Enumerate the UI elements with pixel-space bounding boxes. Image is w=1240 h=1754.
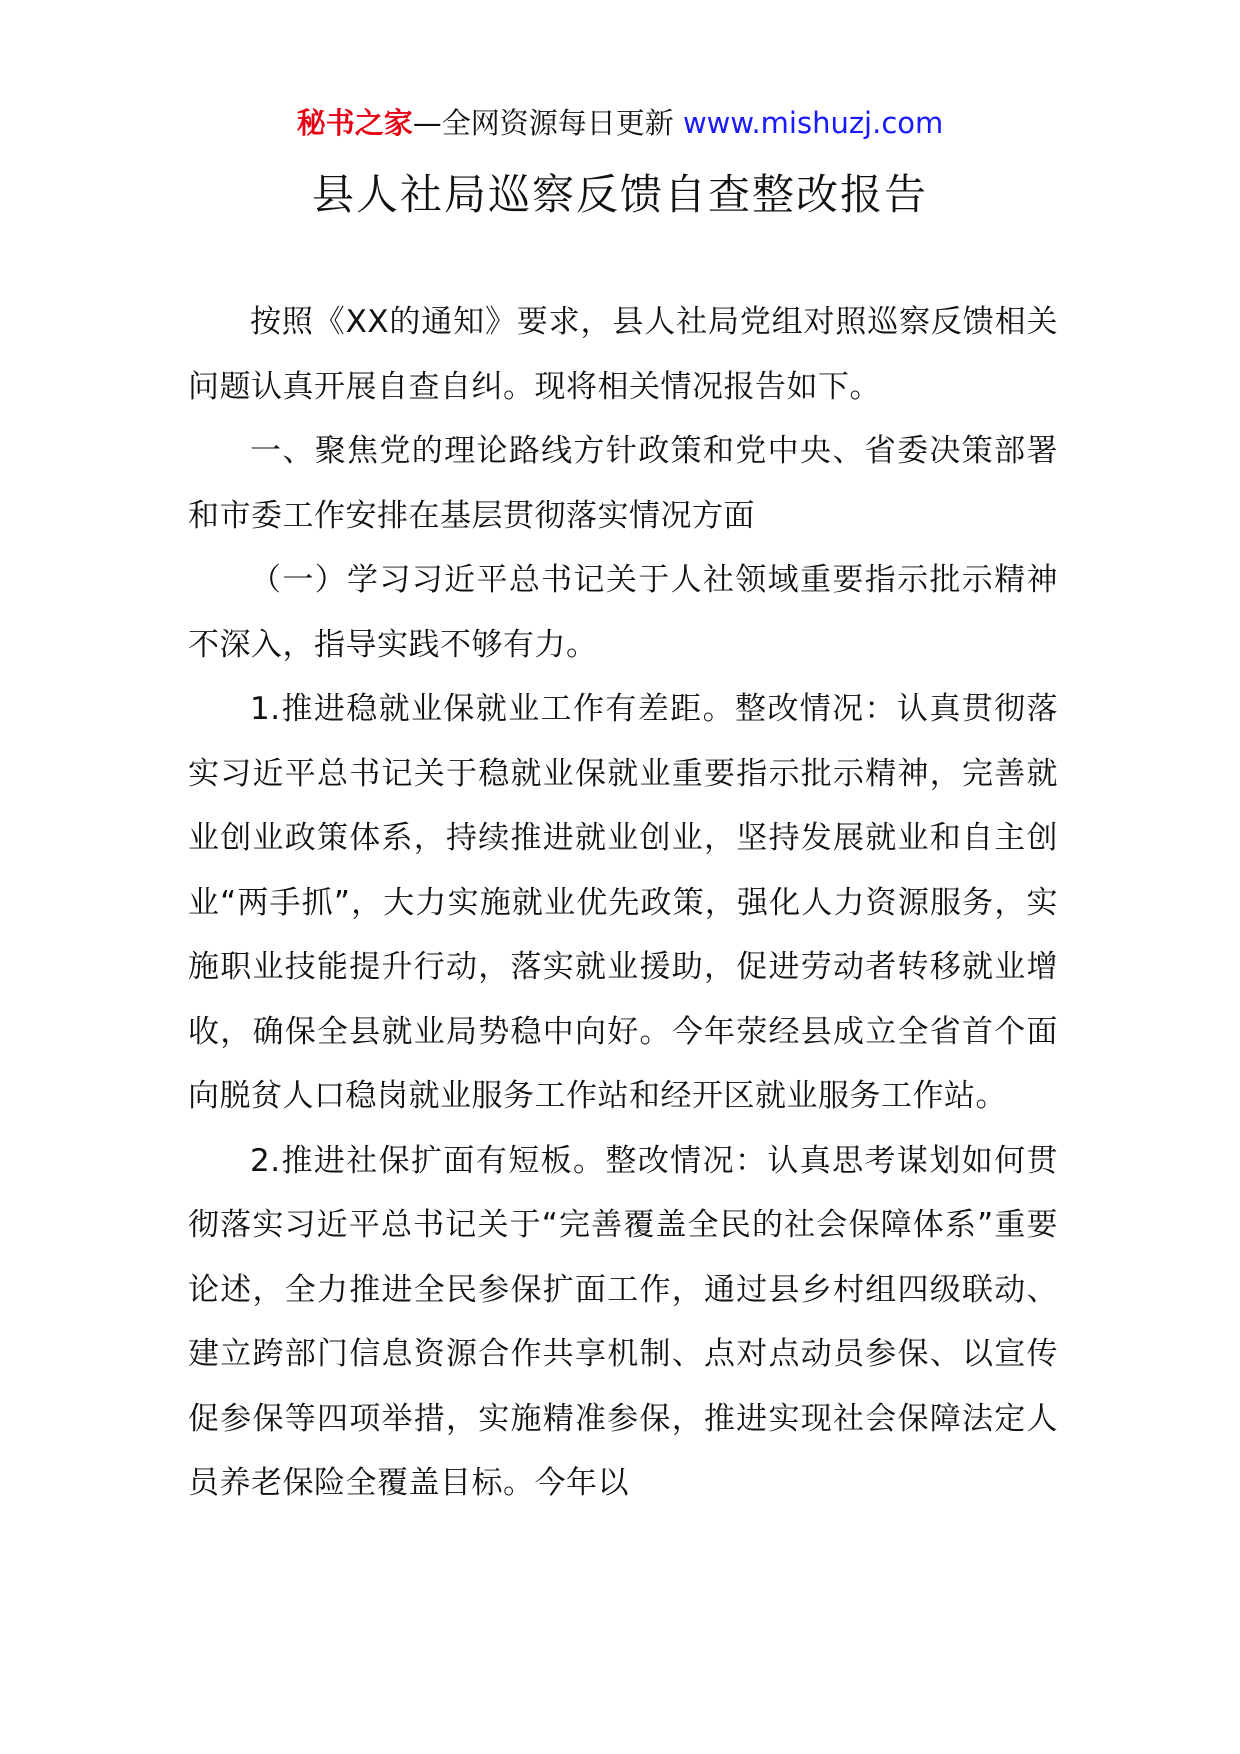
- subsection-heading-1: （一）学习习近平总书记关于人社领域重要指示批示精神不深入，指导实践不够有力。: [188, 562, 1058, 663]
- document-title: 县人社局巡察反馈自查整改报告: [311, 170, 928, 219]
- paragraph-intro: 按照《XX的通知》要求，县人社局党组对照巡察反馈相关问题认真开展自查自纠。现将相关情况报告如下。: [188, 304, 1058, 405]
- site-url-link[interactable]: www.mishuzj.com: [682, 106, 944, 140]
- document-body: [188, 290, 1058, 1516]
- paragraph-item-1: 1.推进稳就业保就业工作有差距。整改情况：认真贯彻落实习近平总书记关于稳就业保就业重要指示批示精神，完善就业创业政策体系，持续推进就业创业，坚持发展就业和自主创业“两手抓”，大力实施就业优先政策，强化人力资源服务，实施职业技能提升行动，落实就业援助，促进劳动者转移就业增收，确保全县就业局势稳中向好。今年荥经县成立全省首个面向脱贫人口稳岗就业服务工作站和经开区就业服务工作站。: [188, 691, 1058, 1114]
- paragraph-item-2: 2.推进社保扩面有短板。整改情况：认真思考谋划如何贯彻落实习近平总书记关于“完善覆盖全民的社会保障体系”重要论述，全力推进全民参保扩面工作，通过县乡村组四级联动、建立跨部门信息资源合作共享机制、点对点动员参保、以宣传促参保等四项举措，实施精准参保，推进实现社会保障法定人员养老保险全覆盖目标。今年以: [188, 1142, 1058, 1501]
- site-brand: 秘书之家: [296, 106, 413, 140]
- site-header: [0, 103, 1240, 143]
- section-heading-1: 一、聚焦党的理论路线方针政策和党中央、省委决策部署和市委工作安排在基层贯彻落实情况方面: [188, 433, 1058, 534]
- site-tagline: —全网资源每日更新: [412, 106, 674, 140]
